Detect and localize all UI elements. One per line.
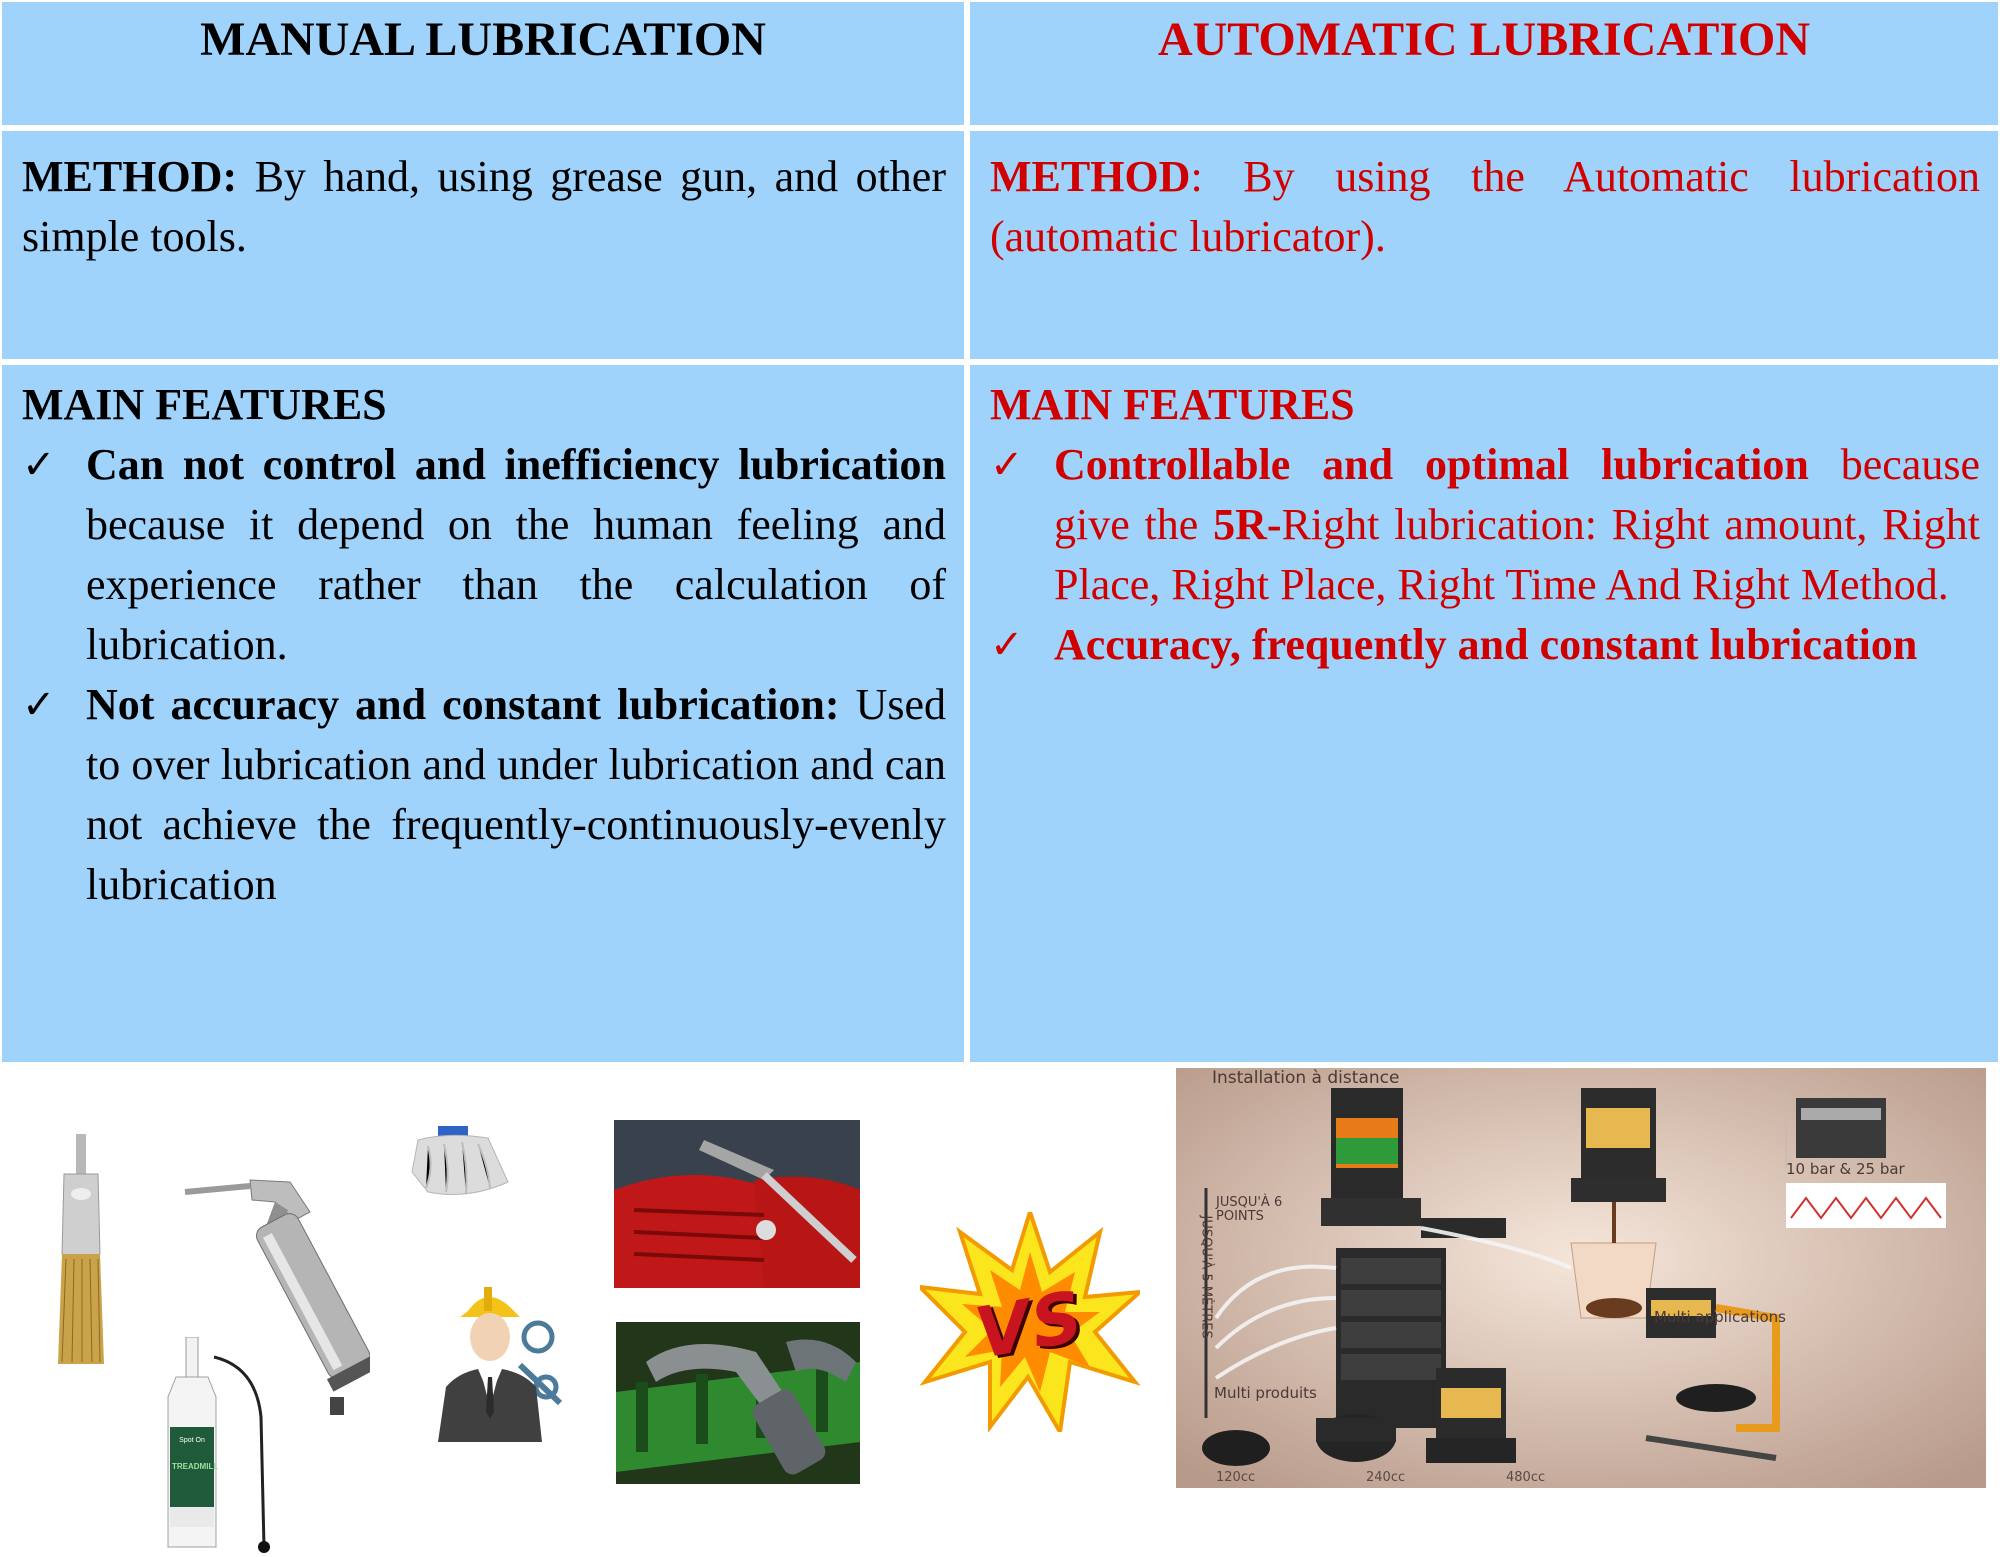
manual-feature-bold: Can not control and inefficiency lubrication	[86, 440, 946, 489]
panel-title: Installation à distance	[1212, 1068, 1400, 1088]
panel-size: 480cc	[1506, 1470, 1546, 1485]
automatic-features-cell	[970, 365, 1998, 1062]
wire-brush-image	[56, 1134, 106, 1374]
manual-method	[2, 131, 964, 267]
automatic-feature-5r: 5R-	[1213, 500, 1282, 549]
mop-image	[408, 1122, 512, 1200]
automatic-feature-item	[970, 435, 1998, 615]
automatic-method-cell	[970, 131, 1998, 359]
automatic-method-label: METHOD	[990, 152, 1191, 201]
automatic-method-text: : By using the Automatic lubrication (automatic lubricator).	[990, 152, 1980, 261]
manual-method-text: By hand, using grease gun, and other simple tools.	[22, 152, 946, 261]
panel-vertical-label: JUSQU'À 5 MÈTRES	[1198, 1215, 1214, 1339]
check-icon: ✓	[22, 442, 56, 488]
panel-points: JUSQU'À 6 POINTS	[1216, 1195, 1283, 1224]
manual-feature-text: because it depend on the human feeling and experience rather than the calculation of lubrication.	[86, 500, 946, 669]
manual-features-title: MAIN FEATURES	[22, 380, 387, 429]
automatic-features-title: MAIN FEATURES	[990, 380, 1355, 429]
manual-header-cell	[2, 2, 964, 125]
manual-feature-text: Used to over lubrication and under lubrication and can not achieve the frequently-continuously-evenly lubrication	[86, 680, 946, 909]
red-motor-photo	[614, 1120, 860, 1288]
automatic-header: AUTOMATIC LUBRICATION	[1157, 13, 1811, 66]
green-machine-photo	[616, 1322, 860, 1484]
automatic-feature-text-b: Right lubrication: Right amount, Right Place, Right Place, Right Time And Right Method.	[1054, 500, 1980, 609]
manual-feature-item	[2, 675, 964, 915]
automatic-method	[970, 131, 1998, 267]
manual-method-cell	[2, 131, 964, 359]
panel-pressure: 10 bar & 25 bar	[1786, 1160, 1905, 1178]
manual-features-cell	[2, 365, 964, 1062]
panel-multi-prod: Multi produits	[1214, 1384, 1317, 1402]
auto-lubricator-panel-photo	[1176, 1068, 1986, 1488]
automatic-feature-item	[970, 615, 1998, 675]
automatic-header-cell	[970, 2, 1998, 125]
illustrations-strip	[0, 1062, 2000, 1500]
check-icon: ✓	[990, 622, 1024, 668]
check-icon: ✓	[22, 682, 56, 728]
bottle-label: TREADMILL	[172, 1462, 219, 1471]
manual-feature-item	[2, 435, 964, 675]
manual-feature-bold: Not accuracy and constant lubrication:	[86, 680, 840, 729]
panel-size: 120cc	[1216, 1470, 1256, 1485]
vs-text: VS	[969, 1275, 1091, 1375]
worker-icon	[438, 1277, 568, 1442]
manual-header: MANUAL LUBRICATION	[200, 13, 766, 66]
bottle-brand: Spot On	[179, 1437, 205, 1444]
panel-size: 240cc	[1366, 1470, 1406, 1485]
versus-badge	[920, 1212, 1140, 1432]
panel-multi-apps: Multi applications	[1654, 1308, 1786, 1326]
check-icon: ✓	[990, 442, 1024, 488]
automatic-feature-bold: Accuracy, frequently and constant lubrication	[1054, 620, 1918, 669]
treadmill-bottle-image	[166, 1337, 276, 1557]
automatic-feature-bold: Controllable and optimal lubrication	[1054, 440, 1809, 489]
automatic-feature-text: because give the	[1054, 440, 1980, 549]
manual-method-label: METHOD:	[22, 152, 238, 201]
